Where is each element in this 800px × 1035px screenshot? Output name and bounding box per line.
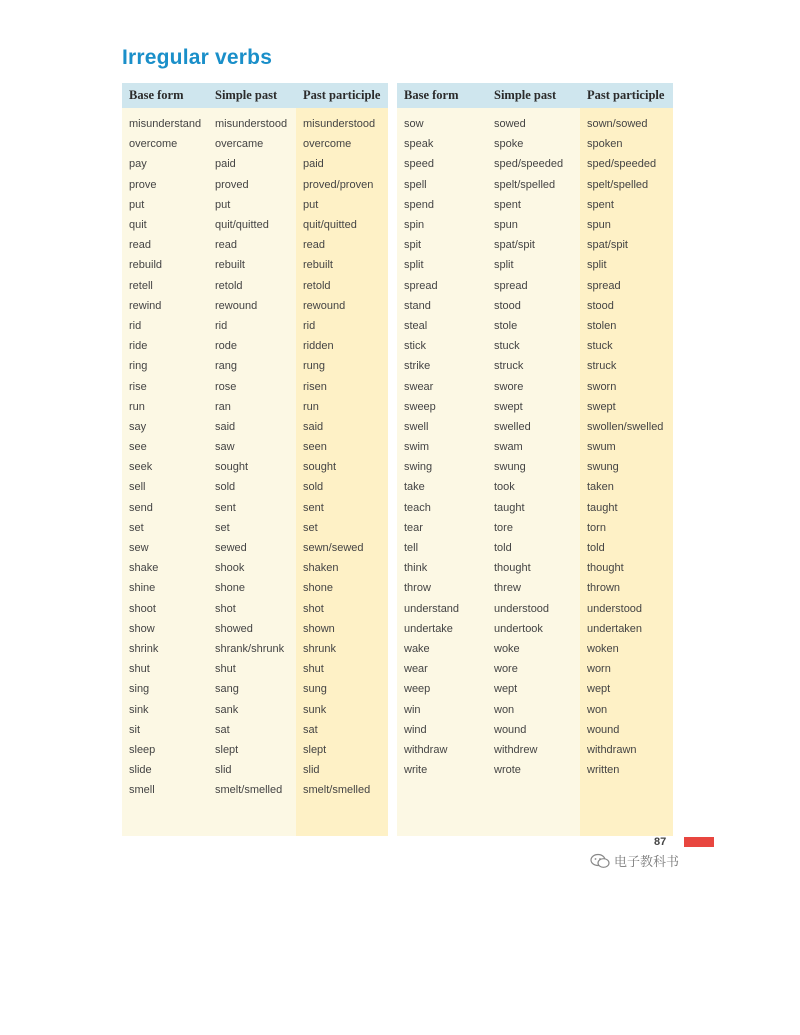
past-participle-cell: rung: [303, 360, 326, 373]
table-row: [397, 437, 673, 457]
simple-past-cell: smelt/smelled: [215, 784, 283, 797]
base-form-cell: sew: [129, 542, 149, 555]
simple-past-cell: shot: [215, 602, 236, 615]
past-participle-cell: sold: [303, 481, 324, 494]
simple-past-cell: spoke: [494, 138, 524, 151]
base-form-cell: speak: [404, 138, 434, 151]
simple-past-cell: stole: [494, 319, 518, 332]
past-participle-cell: swum: [587, 441, 616, 454]
base-form-cell: rewind: [129, 299, 162, 312]
past-participle-cell: spun: [587, 219, 611, 232]
table-row: [397, 558, 673, 578]
table-row: [397, 740, 673, 760]
past-participle-cell: spelt/spelled: [587, 178, 649, 191]
past-participle-cell: understood: [587, 602, 643, 615]
table-row: [122, 154, 388, 174]
base-form-cell: spit: [404, 239, 422, 252]
base-form-cell: teach: [404, 501, 431, 514]
base-form-cell: spend: [404, 198, 434, 211]
table-row: [397, 518, 673, 538]
wechat-icon: [590, 853, 610, 869]
base-form-cell: shake: [129, 562, 159, 575]
table-row: [397, 134, 673, 154]
past-participle-cell: struck: [587, 360, 617, 373]
table-row: [397, 619, 673, 639]
table-row: [397, 316, 673, 336]
past-participle-cell: slid: [303, 764, 320, 777]
table-row: [122, 679, 388, 699]
simple-past-cell: tore: [494, 521, 513, 534]
past-participle-cell: quit/quitted: [303, 219, 357, 232]
table-row: [122, 578, 388, 598]
simple-past-cell: told: [494, 542, 512, 555]
past-participle-cell: sung: [303, 683, 327, 696]
base-form-cell: spin: [404, 219, 425, 232]
simple-past-cell: shrank/shrunk: [215, 642, 285, 655]
past-participle-cell: shut: [303, 663, 324, 676]
past-participle-cell: sent: [303, 501, 324, 514]
base-form-cell: sow: [404, 118, 424, 131]
past-participle-cell: won: [587, 703, 608, 716]
simple-past-cell: put: [215, 198, 231, 211]
past-participle-cell: seen: [303, 441, 327, 454]
table-row: [122, 417, 388, 437]
past-participle-cell: stuck: [587, 340, 613, 353]
past-participle-cell: retold: [303, 279, 331, 292]
table-row: [122, 780, 388, 800]
table-row: [397, 659, 673, 679]
simple-past-cell: spun: [494, 219, 518, 232]
past-participle-cell: stolen: [587, 319, 617, 332]
simple-past-cell: set: [215, 521, 230, 534]
past-participle-cell: spat/spit: [587, 239, 628, 252]
base-form-cell: wear: [404, 663, 428, 676]
past-participle-cell: wept: [587, 683, 611, 696]
table-row: [397, 296, 673, 316]
base-form-cell: put: [129, 198, 145, 211]
simple-past-cell: rid: [215, 319, 228, 332]
simple-past-cell: stuck: [494, 340, 520, 353]
simple-past-cell: swore: [494, 380, 524, 393]
table-row: [397, 679, 673, 699]
past-participle-cell: thrown: [587, 582, 621, 595]
past-participle-cell: sewn/sewed: [303, 542, 364, 555]
watermark: [590, 851, 679, 870]
past-participle-cell: paid: [303, 158, 324, 171]
simple-past-cell: sang: [215, 683, 239, 696]
base-form-cell: understand: [404, 602, 460, 615]
table-row: [397, 498, 673, 518]
simple-past-cell: sowed: [494, 118, 526, 131]
page-number: 87: [654, 836, 667, 848]
base-form-cell: prove: [129, 178, 157, 191]
table-row: [397, 760, 673, 780]
table-row: [397, 376, 673, 396]
past-participle-cell: sought: [303, 461, 337, 474]
past-participle-cell: rewound: [303, 299, 346, 312]
base-form-cell: slide: [129, 764, 152, 777]
past-participle-cell: sworn: [587, 380, 617, 393]
table-row: [397, 477, 673, 497]
table-row: [397, 175, 673, 195]
base-form-cell: misunderstand: [129, 118, 202, 131]
header-base-form: Base form: [404, 88, 459, 102]
past-participle-cell: written: [587, 764, 620, 777]
table-row: [397, 255, 673, 275]
simple-past-cell: read: [215, 239, 238, 252]
simple-past-cell: showed: [215, 622, 253, 635]
table-row: [122, 457, 388, 477]
past-participle-cell: spent: [587, 198, 614, 211]
table-row: [122, 639, 388, 659]
base-form-cell: show: [129, 622, 155, 635]
table-row: [122, 356, 388, 376]
base-form-cell: seek: [129, 461, 153, 474]
base-form-cell: steal: [404, 319, 428, 332]
simple-past-cell: swept: [494, 400, 523, 413]
verb-table-right: [397, 83, 673, 836]
table-row: [122, 498, 388, 518]
base-form-cell: rid: [129, 319, 142, 332]
table-row: [397, 154, 673, 174]
table-row: [122, 538, 388, 558]
simple-past-cell: slid: [215, 764, 232, 777]
past-participle-cell: slept: [303, 743, 327, 756]
past-participle-cell: rebuilt: [303, 259, 333, 272]
header-simple-past: Simple past: [215, 88, 278, 102]
simple-past-cell: wrote: [494, 764, 521, 777]
simple-past-cell: woke: [494, 642, 520, 655]
past-participle-cell: run: [303, 400, 319, 413]
header-past-participle: Past participle: [587, 88, 665, 102]
base-form-cell: shoot: [129, 602, 156, 615]
base-form-cell: undertake: [404, 622, 453, 635]
table-row: [122, 558, 388, 578]
simple-past-cell: wound: [494, 723, 527, 736]
simple-past-cell: sought: [215, 461, 249, 474]
base-form-cell: shine: [129, 582, 156, 595]
simple-past-cell: sold: [215, 481, 236, 494]
table-row: [397, 336, 673, 356]
verb-table-left: [122, 83, 388, 836]
past-participle-cell: shone: [303, 582, 333, 595]
base-form-cell: sing: [129, 683, 150, 696]
simple-past-cell: rebuilt: [215, 259, 245, 272]
base-form-cell: speed: [404, 158, 434, 171]
simple-past-cell: spent: [494, 198, 521, 211]
table-row: [122, 276, 388, 296]
simple-past-cell: ran: [215, 400, 231, 413]
past-participle-cell: told: [587, 542, 605, 555]
past-participle-cell: sat: [303, 723, 318, 736]
header-past-participle: Past participle: [303, 88, 381, 102]
base-form-cell: shut: [129, 663, 150, 676]
past-participle-cell: taken: [587, 481, 614, 494]
page-number-bar: [684, 837, 714, 847]
base-form-cell: quit: [129, 219, 147, 232]
table-row: [122, 760, 388, 780]
table-row: [122, 195, 388, 215]
base-form-cell: swim: [404, 441, 430, 454]
past-participle-cell: sown/sowed: [587, 118, 648, 131]
past-participle-cell: swept: [587, 400, 616, 413]
table-body: [122, 108, 388, 800]
past-participle-cell: set: [303, 521, 318, 534]
past-participle-cell: spoken: [587, 138, 623, 151]
past-participle-cell: shaken: [303, 562, 339, 575]
past-participle-cell: risen: [303, 380, 327, 393]
table-row: [397, 356, 673, 376]
table-row: [122, 134, 388, 154]
past-participle-cell: shot: [303, 602, 324, 615]
base-form-cell: wake: [404, 642, 430, 655]
base-form-cell: sell: [129, 481, 146, 494]
base-form-cell: sweep: [404, 400, 436, 413]
simple-past-cell: proved: [215, 178, 249, 191]
simple-past-cell: shook: [215, 562, 245, 575]
past-participle-cell: misunderstood: [303, 118, 376, 131]
past-participle-cell: proved/proven: [303, 178, 374, 191]
header-base-form: Base form: [129, 88, 184, 102]
table-row: [397, 538, 673, 558]
base-form-cell: read: [129, 239, 152, 252]
watermark-text: 电子教科书: [614, 854, 680, 869]
simple-past-cell: retold: [215, 279, 243, 292]
base-form-cell: rise: [129, 380, 147, 393]
table-row: [397, 276, 673, 296]
simple-past-cell: rose: [215, 380, 237, 393]
past-participle-cell: spread: [587, 279, 621, 292]
simple-past-cell: thought: [494, 562, 531, 575]
simple-past-cell: struck: [494, 360, 524, 373]
base-form-cell: throw: [404, 582, 431, 595]
simple-past-cell: undertook: [494, 622, 543, 635]
simple-past-cell: taught: [494, 501, 525, 514]
table-row: [122, 659, 388, 679]
simple-past-cell: sent: [215, 501, 236, 514]
table-row: [397, 720, 673, 740]
table-body: [397, 108, 673, 780]
table-row: [122, 619, 388, 639]
simple-past-cell: rang: [215, 360, 238, 373]
past-participle-cell: overcome: [303, 138, 352, 151]
past-participle-cell: shrunk: [303, 642, 337, 655]
past-participle-cell: stood: [587, 299, 614, 312]
table-row: [397, 397, 673, 417]
past-participle-cell: worn: [587, 663, 611, 676]
table-header: [122, 83, 388, 108]
past-participle-cell: sunk: [303, 703, 327, 716]
past-participle-cell: smelt/smelled: [303, 784, 371, 797]
table-row: [122, 336, 388, 356]
simple-past-cell: understood: [494, 602, 550, 615]
simple-past-cell: shut: [215, 663, 236, 676]
table-row: [122, 599, 388, 619]
base-form-cell: swear: [404, 380, 434, 393]
table-row: [122, 235, 388, 255]
simple-past-cell: rode: [215, 340, 238, 353]
base-form-cell: say: [129, 420, 147, 433]
past-participle-cell: swollen/swelled: [587, 420, 664, 433]
simple-past-cell: sat: [215, 723, 230, 736]
simple-past-cell: threw: [494, 582, 521, 595]
simple-past-cell: overcame: [215, 138, 264, 151]
simple-past-cell: swam: [494, 441, 523, 454]
simple-past-cell: slept: [215, 743, 239, 756]
table-row: [397, 417, 673, 437]
simple-past-cell: saw: [215, 441, 235, 454]
header-simple-past: Simple past: [494, 88, 557, 102]
table-row: [122, 740, 388, 760]
simple-past-cell: swelled: [494, 420, 531, 433]
simple-past-cell: shone: [215, 582, 245, 595]
base-form-cell: spread: [404, 279, 438, 292]
simple-past-cell: swung: [494, 461, 526, 474]
table-row: [122, 397, 388, 417]
base-form-cell: ring: [129, 360, 148, 373]
base-form-cell: swell: [404, 420, 429, 433]
base-form-cell: wind: [404, 723, 427, 736]
table-row: [397, 599, 673, 619]
table-row: [397, 235, 673, 255]
base-form-cell: write: [404, 764, 428, 777]
table-row: [397, 195, 673, 215]
table-row: [397, 114, 673, 134]
table-header: [397, 83, 673, 108]
base-form-cell: sleep: [129, 743, 156, 756]
simple-past-cell: split: [494, 259, 514, 272]
table-row: [397, 578, 673, 598]
past-participle-cell: withdrawn: [587, 743, 637, 756]
past-participle-cell: put: [303, 198, 319, 211]
table-row: [122, 376, 388, 396]
simple-past-cell: sped/speeded: [494, 158, 564, 171]
table-row: [122, 175, 388, 195]
past-participle-cell: sped/speeded: [587, 158, 657, 171]
base-form-cell: spell: [404, 178, 427, 191]
base-form-cell: strike: [404, 360, 431, 373]
table-row: [122, 518, 388, 538]
base-form-cell: send: [129, 501, 153, 514]
past-participle-cell: wound: [587, 723, 620, 736]
base-form-cell: withdraw: [404, 743, 448, 756]
past-participle-cell: undertaken: [587, 622, 643, 635]
base-form-cell: pay: [129, 158, 147, 171]
page-title: Irregular verbs: [122, 46, 273, 69]
base-form-cell: rebuild: [129, 259, 163, 272]
base-form-cell: swing: [404, 461, 433, 474]
past-participle-cell: thought: [587, 562, 624, 575]
base-form-cell: shrink: [129, 642, 159, 655]
past-participle-cell: shown: [303, 622, 335, 635]
simple-past-cell: took: [494, 481, 515, 494]
base-form-cell: tell: [404, 542, 419, 555]
base-form-cell: think: [404, 562, 428, 575]
base-form-cell: take: [404, 481, 425, 494]
past-participle-cell: taught: [587, 501, 618, 514]
base-form-cell: overcome: [129, 138, 178, 151]
past-participle-cell: torn: [587, 521, 606, 534]
table-row: [122, 477, 388, 497]
simple-past-cell: spread: [494, 279, 528, 292]
table-row: [122, 255, 388, 275]
simple-past-cell: rewound: [215, 299, 258, 312]
simple-past-cell: quit/quitted: [215, 219, 269, 232]
base-form-cell: split: [404, 259, 424, 272]
base-form-cell: retell: [129, 279, 153, 292]
simple-past-cell: wept: [494, 683, 518, 696]
table-row: [397, 215, 673, 235]
table-row: [397, 699, 673, 719]
simple-past-cell: misunderstood: [215, 118, 288, 131]
past-participle-cell: swung: [587, 461, 619, 474]
base-form-cell: run: [129, 400, 145, 413]
table-row: [397, 457, 673, 477]
base-form-cell: see: [129, 441, 147, 454]
simple-past-cell: paid: [215, 158, 236, 171]
simple-past-cell: sewed: [215, 542, 247, 555]
simple-past-cell: stood: [494, 299, 521, 312]
past-participle-cell: split: [587, 259, 607, 272]
simple-past-cell: said: [215, 420, 236, 433]
past-participle-cell: read: [303, 239, 326, 252]
table-row: [122, 437, 388, 457]
simple-past-cell: withdrew: [494, 743, 538, 756]
table-row: [122, 114, 388, 134]
past-participle-cell: said: [303, 420, 324, 433]
simple-past-cell: won: [494, 703, 515, 716]
base-form-cell: smell: [129, 784, 155, 797]
base-form-cell: stick: [404, 340, 426, 353]
base-form-cell: win: [404, 703, 421, 716]
table-row: [122, 720, 388, 740]
base-form-cell: stand: [404, 299, 431, 312]
simple-past-cell: sank: [215, 703, 239, 716]
simple-past-cell: wore: [494, 663, 518, 676]
base-form-cell: ride: [129, 340, 148, 353]
table-row: [397, 639, 673, 659]
simple-past-cell: spat/spit: [494, 239, 535, 252]
table-row: [122, 316, 388, 336]
simple-past-cell: spelt/spelled: [494, 178, 556, 191]
base-form-cell: sink: [129, 703, 149, 716]
past-participle-cell: woken: [587, 642, 619, 655]
base-form-cell: weep: [404, 683, 431, 696]
past-participle-cell: rid: [303, 319, 316, 332]
base-form-cell: set: [129, 521, 144, 534]
table-row: [122, 215, 388, 235]
base-form-cell: sit: [129, 723, 140, 736]
base-form-cell: tear: [404, 521, 423, 534]
table-row: [122, 699, 388, 719]
past-participle-cell: ridden: [303, 340, 334, 353]
table-row: [122, 296, 388, 316]
